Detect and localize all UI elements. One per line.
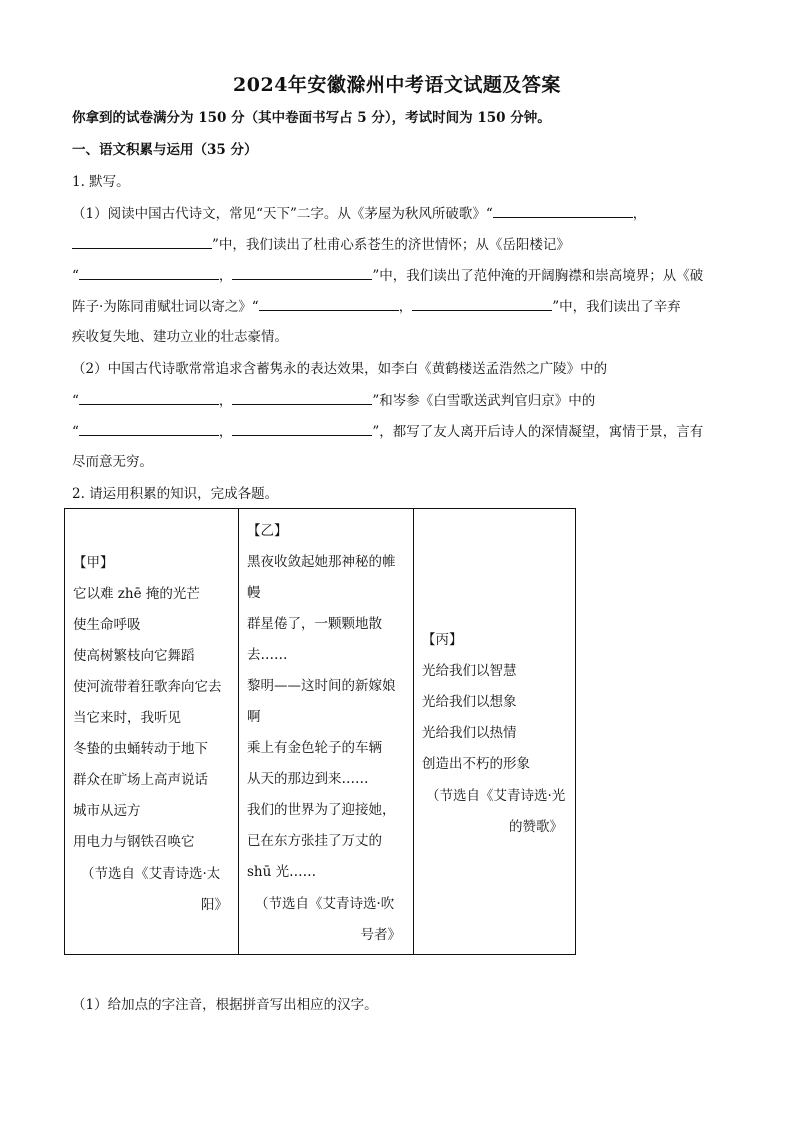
- q1-1-line2: ”中，我们读出了杜甫心系苍生的济世情怀；从《岳阳楼记》: [72, 234, 570, 255]
- question-1: 1. 默写。: [72, 174, 130, 190]
- poem-column-jia: [65, 509, 239, 954]
- poem-line: 幔: [247, 585, 261, 601]
- poem-line: 群星倦了，一颗颗地散: [247, 616, 382, 632]
- q1-2-line3: “ ， ”，都写了友人离开后诗人的深情凝望，寓情于景，言有: [72, 421, 703, 442]
- poem-line: 黎明——这时间的新嫁娘: [247, 678, 396, 694]
- poem-line: 使河流带着狂歌奔向它去: [73, 679, 222, 695]
- poem-column-bing: [414, 509, 577, 954]
- poem-line: 去……: [247, 647, 288, 663]
- answer-blank[interactable]: [79, 421, 219, 436]
- page-title: 2024年安徽滁州中考语文试题及答案: [233, 74, 561, 96]
- q1-1-line4: 阵子·为陈同甫赋壮词以寄之》“ ， ”中，我们读出了辛弃: [72, 296, 681, 317]
- answer-blank[interactable]: [259, 296, 399, 311]
- answer-blank[interactable]: [232, 390, 372, 405]
- poem-line: 从天的那边到来……: [247, 771, 369, 787]
- poem-jia-heading: 【甲】: [73, 555, 114, 571]
- q1-1-line1: （1）阅读中国古代诗文，常见“天下”二字。从《茅屋为秋风所破歌》“ ，: [72, 203, 646, 224]
- poem-line: 城市从远方: [73, 803, 141, 819]
- poem-line: 黑夜收敛起她那神秘的帷: [247, 554, 396, 570]
- answer-blank[interactable]: [79, 390, 219, 405]
- poem-line: 乘上有金色轮子的车辆: [247, 740, 382, 756]
- answer-blank[interactable]: [232, 265, 372, 280]
- q1-1-line5: 疾收复失地、建功立业的壮志豪情。: [72, 329, 288, 345]
- poem-source: （节选自《艾青诗选·光: [426, 788, 566, 804]
- poem-line: 啊: [247, 709, 261, 725]
- poem-source: （节选自《艾青诗选·吹: [255, 896, 395, 912]
- poem-line: shū 光……: [247, 864, 317, 880]
- poem-yi-heading: 【乙】: [247, 523, 288, 539]
- poem-line: 我们的世界为了迎接她，: [247, 802, 396, 818]
- answer-blank[interactable]: [72, 234, 212, 249]
- poem-source: （节选自《艾青诗选·太: [81, 866, 221, 882]
- question-2: 2. 请运用积累的知识，完成各题。: [72, 486, 279, 502]
- question-2-1: （1）给加点的字注音，根据拼音写出相应的汉字。: [72, 997, 378, 1013]
- q1-2-line4: 尽而意无穷。: [72, 454, 153, 470]
- q1-1-line3: “ ， ”中，我们读出了范仲淹的开阔胸襟和崇高境界；从《破: [72, 265, 703, 286]
- exam-intro: 你拿到的试卷满分为 150 分（其中卷面书写占 5 分），考试时间为 150 分钟。: [72, 110, 551, 126]
- poem-line: 用电力与钢铁召唤它: [73, 834, 195, 850]
- poem-source: 号者》: [360, 927, 401, 943]
- poem-line: 光给我们以智慧: [422, 663, 517, 679]
- poem-line: 光给我们以热情: [422, 725, 517, 741]
- poem-line: 已在东方张挂了万丈的: [247, 833, 382, 849]
- q1-2-line1: （2）中国古代诗歌常常追求含蓄隽永的表达效果，如李白《黄鹤楼送孟浩然之广陵》中的: [72, 361, 608, 377]
- poem-source: 的赞歌》: [509, 819, 563, 835]
- poem-line: 创造出不朽的形象: [422, 756, 530, 772]
- answer-blank[interactable]: [412, 296, 552, 311]
- poem-line: 使生命呼吸: [73, 617, 141, 633]
- poem-line: 冬蛰的虫蛹转动于地下: [73, 741, 208, 757]
- answer-blank[interactable]: [79, 265, 219, 280]
- poem-table: [64, 508, 576, 955]
- poem-line: 使高树繁枝向它舞蹈: [73, 648, 195, 664]
- poem-source: 阳》: [201, 897, 228, 913]
- poem-column-yi: [239, 509, 414, 954]
- poem-line: 它以难 zhē 掩的光芒: [73, 586, 200, 602]
- poem-line: 光给我们以想象: [422, 694, 517, 710]
- section-heading: 一、语文积累与运用（35 分）: [72, 142, 258, 158]
- poem-line: 群众在旷场上高声说话: [73, 772, 208, 788]
- answer-blank[interactable]: [232, 421, 372, 436]
- poem-bing-heading: 【丙】: [422, 632, 463, 648]
- q1-2-line2: “ ， ”和岑参《白雪歌送武判官归京》中的: [72, 390, 595, 411]
- poem-line: 当它来时，我听见: [73, 710, 181, 726]
- answer-blank[interactable]: [493, 203, 633, 218]
